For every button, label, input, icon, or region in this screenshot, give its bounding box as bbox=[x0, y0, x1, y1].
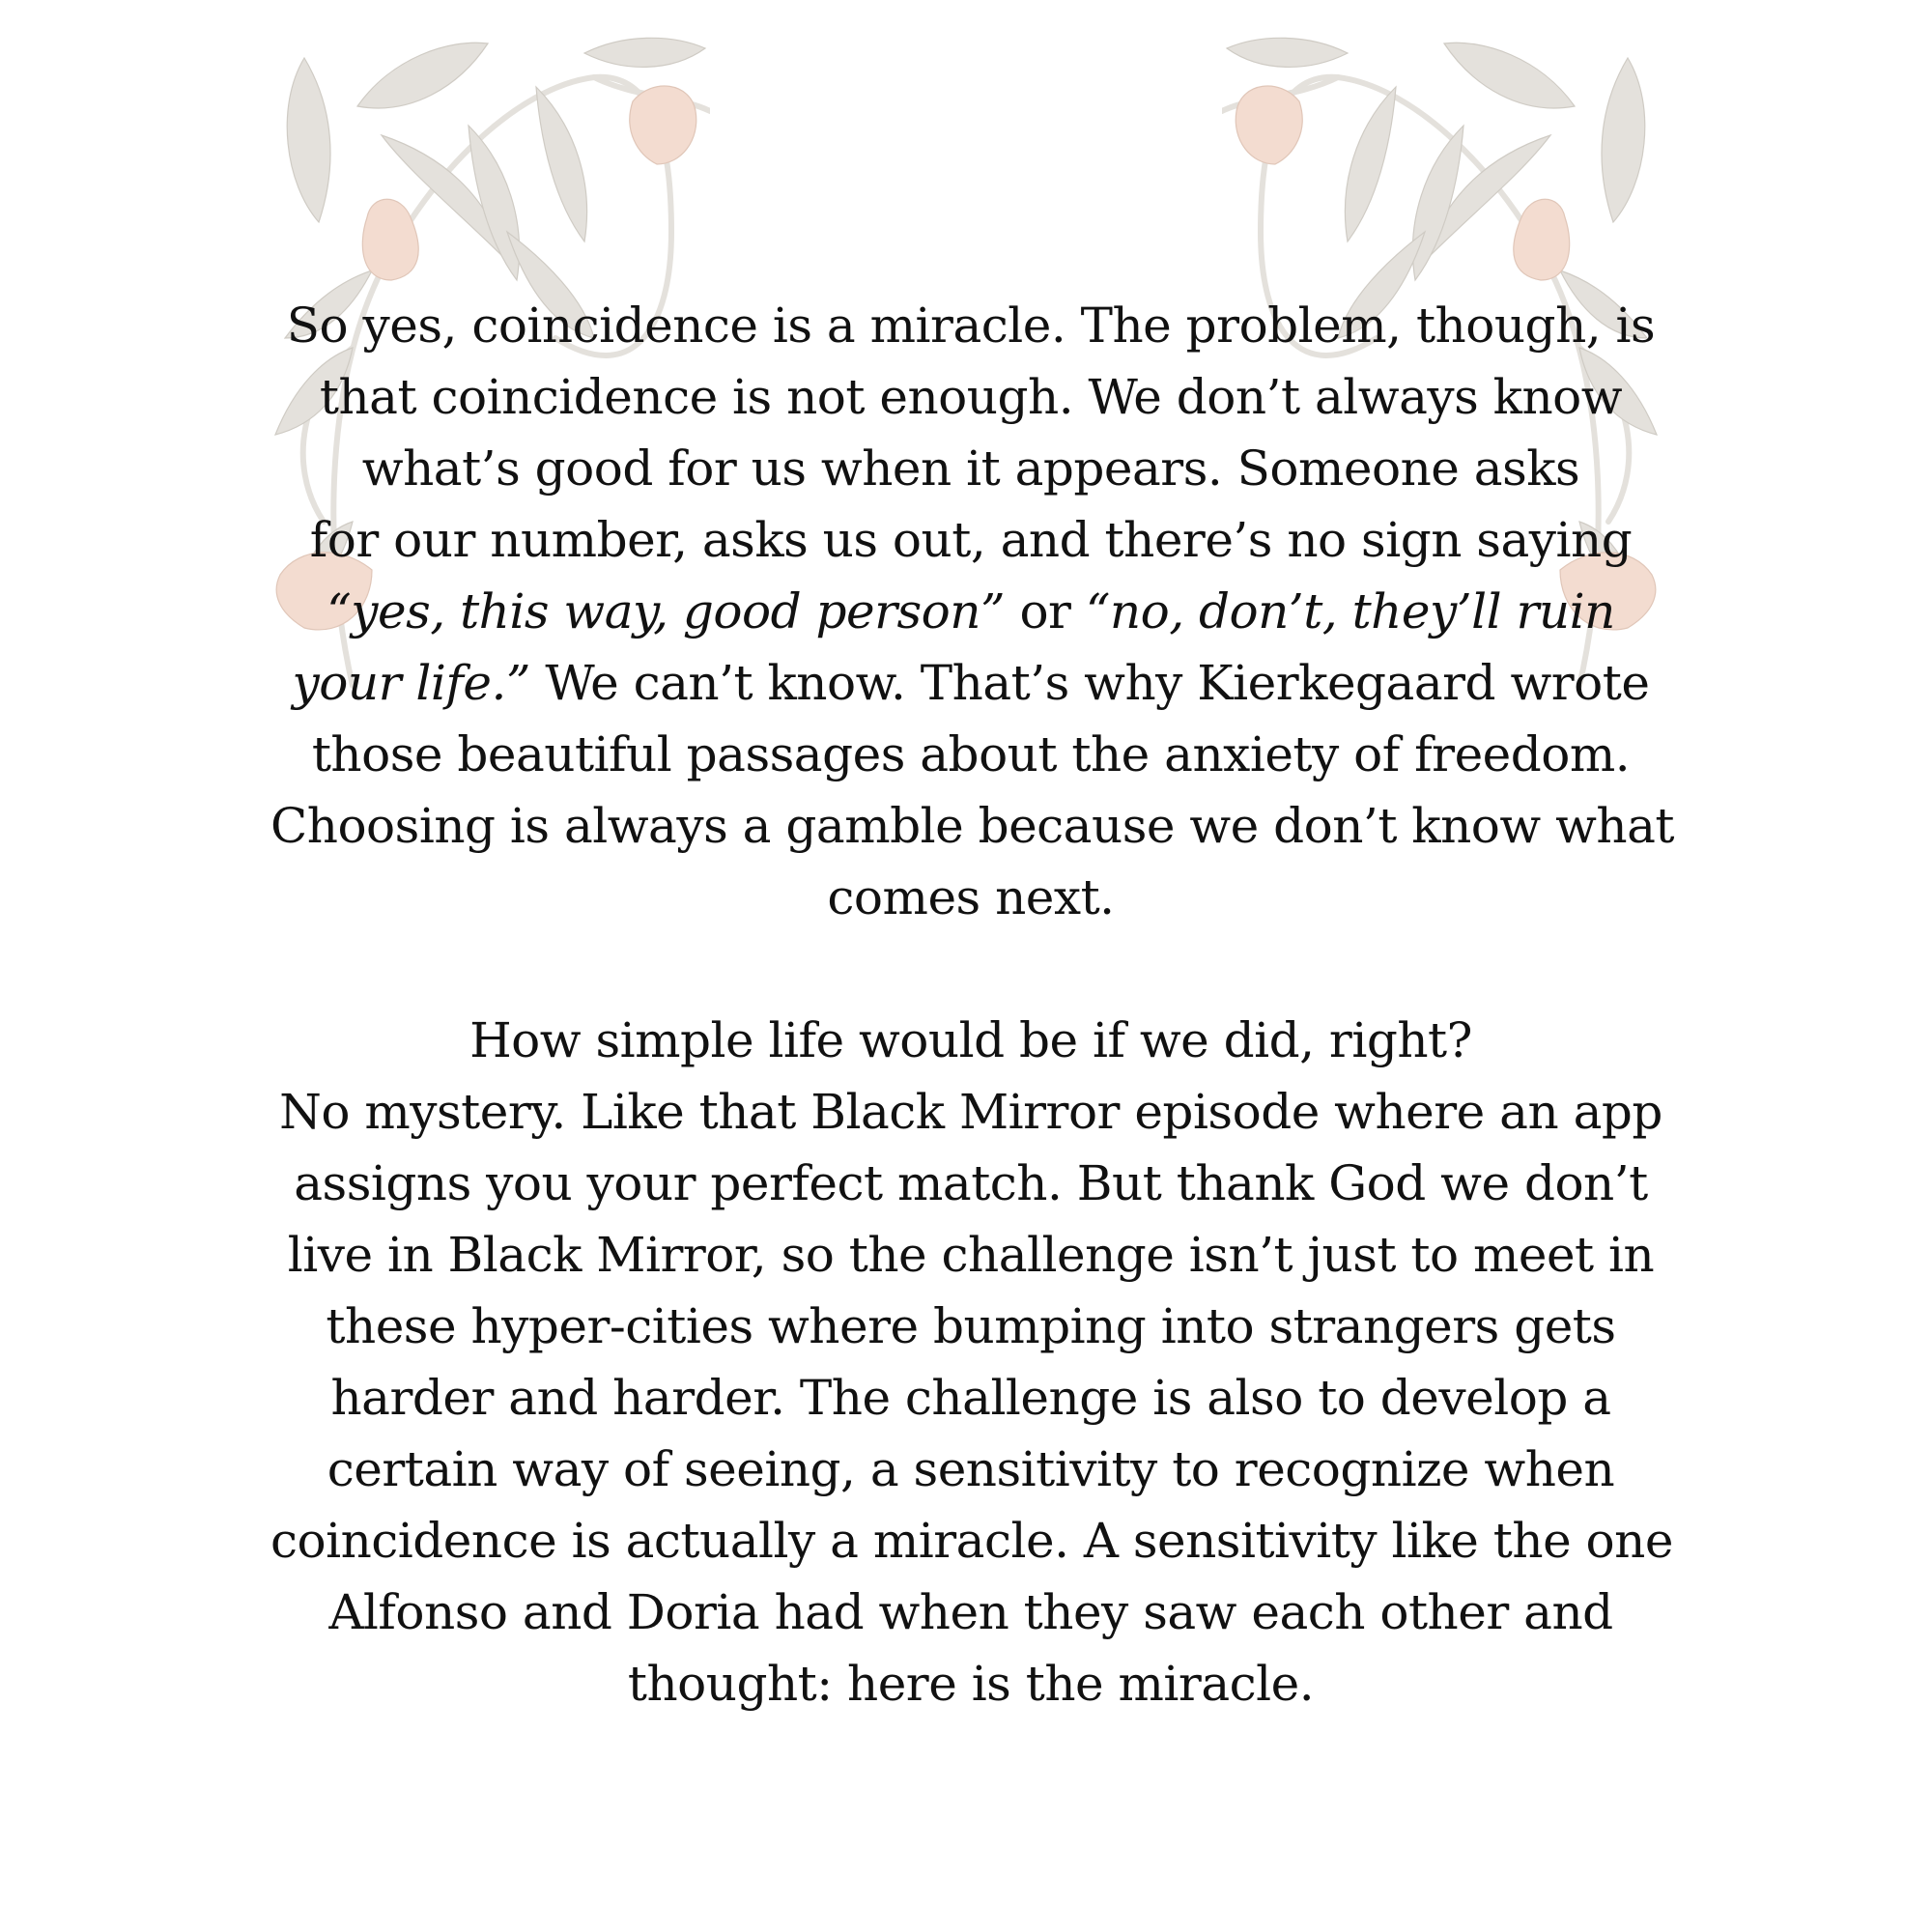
paragraph-1 bbox=[270, 290, 1675, 933]
text-line bbox=[270, 576, 1671, 647]
text-line: How simple life would be if we did, right? bbox=[469, 1012, 1472, 1068]
paragraph-2 bbox=[270, 1005, 1671, 1719]
text-line: thought: here is the miracle. bbox=[627, 1656, 1315, 1712]
text-line: comes next. bbox=[827, 869, 1115, 925]
text-line: So yes, coincidence is a miracle. The problem, though, is bbox=[286, 298, 1656, 354]
italic-quote: your life.” bbox=[292, 655, 530, 711]
text-line: these hyper-cities where bumping into strangers gets bbox=[326, 1298, 1616, 1354]
text-line: assigns you your perfect match. But thank God we don’t bbox=[294, 1155, 1648, 1211]
italic-quote: “no, don’t, they’ll ruin bbox=[1085, 583, 1615, 639]
text-line: live in Black Mirror, so the challenge isn’t just to meet in bbox=[287, 1227, 1655, 1283]
text-line: what’s good for us when it appears. Someone asks bbox=[361, 440, 1580, 497]
text-line: Alfonso and Doria had when they saw each other and bbox=[328, 1584, 1613, 1640]
text-line: for our number, asks us out, and there’s no sign saying bbox=[309, 512, 1633, 568]
text-line: those beautiful passages about the anxiety of freedom. bbox=[311, 726, 1631, 782]
body-text bbox=[270, 290, 1675, 1719]
text-line bbox=[270, 647, 1671, 719]
text-fragment: We can’t know. That’s why Kierkegaard wrote bbox=[529, 655, 1650, 711]
text-line: coincidence is actually a miracle. A sensitivity like the one bbox=[270, 1513, 1673, 1569]
text-line: Choosing is always a gamble because we don’t know what bbox=[270, 798, 1675, 854]
text-line: harder and harder. The challenge is also to develop a bbox=[330, 1370, 1611, 1426]
text-fragment: or bbox=[1005, 583, 1086, 639]
text-line: certain way of seeing, a sensitivity to recognize when bbox=[327, 1441, 1615, 1497]
italic-quote: “yes, this way, good person” bbox=[327, 583, 1006, 639]
text-line: that coincidence is not enough. We don’t always know bbox=[319, 369, 1623, 425]
text-line: No mystery. Like that Black Mirror episode where an app bbox=[279, 1084, 1662, 1140]
